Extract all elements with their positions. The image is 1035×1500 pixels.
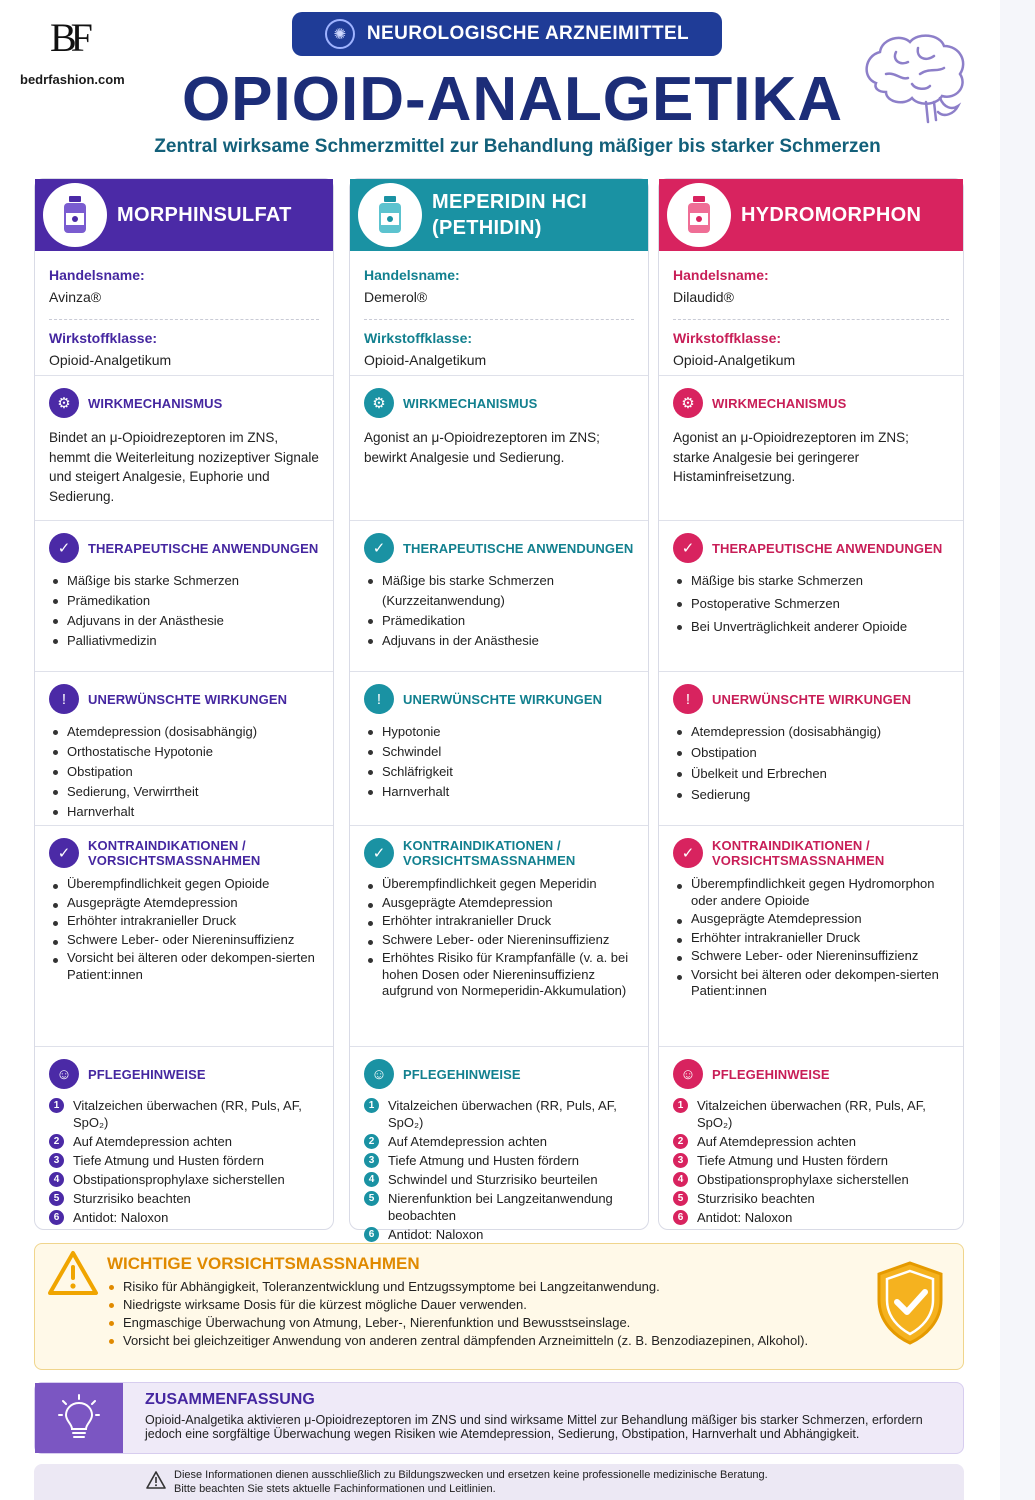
nursing-title: PFLEGEHINWEISE xyxy=(88,1066,206,1082)
list-item: Bei Unverträglichkeit anderer Opioide xyxy=(673,617,949,637)
drug-name: MORPHINSULFAT xyxy=(117,204,292,226)
uses-section xyxy=(35,520,333,671)
drug-info-section xyxy=(35,251,333,375)
nursing-title: PFLEGEHINWEISE xyxy=(403,1066,521,1082)
page-title: OPIOID-ANALGETIKA xyxy=(181,65,844,134)
brain-icon: ✺ xyxy=(325,19,355,49)
list-item: Adjuvans in der Anästhesie xyxy=(364,631,634,651)
list-item: Schwindel xyxy=(364,742,634,762)
drug-card-hydromorphon xyxy=(658,178,964,1230)
list-item: Harnverhalt xyxy=(49,802,319,822)
logo-url: bedrfashion.com xyxy=(20,72,125,87)
uses-list xyxy=(364,571,634,651)
gear-icon: ⚙ xyxy=(364,388,394,418)
list-item: Sedierung xyxy=(673,785,949,805)
nurse-icon: ☺ xyxy=(673,1059,703,1089)
drug-name: HYDROMORPHON xyxy=(741,204,922,226)
list-item: 6 Antidot: Naloxon xyxy=(49,1209,319,1226)
gear-icon: ⚙ xyxy=(49,388,79,418)
list-item: 5 Sturzrisiko beachten xyxy=(49,1190,319,1207)
list-item: Erhöhter intrakranieller Druck xyxy=(364,913,634,930)
nursing-title: PFLEGEHINWEISE xyxy=(712,1066,830,1082)
list-item: Engmaschige Überwachung von Atmung, Leber-, Nierenfunktion und Bewusstseinslage. xyxy=(107,1314,877,1332)
list-item: Risiko für Abhängigkeit, Toleranzentwicklung und Entzugssymptome bei Langzeitanwendung. xyxy=(107,1278,877,1296)
uses-list xyxy=(673,571,949,637)
logo-mark: BF xyxy=(50,15,87,60)
drug-card-morphinsulfat xyxy=(34,178,334,1230)
list-item: Überempfindlichkeit gegen Opioide xyxy=(49,876,319,893)
uses-title: THERAPEUTISCHE ANWENDUNGEN xyxy=(88,540,319,556)
uses-title: THERAPEUTISCHE ANWENDUNGEN xyxy=(712,540,943,556)
adverse-title: UNERWÜNSCHTE WIRKUNGEN xyxy=(88,691,288,707)
nurse-icon: ☺ xyxy=(49,1059,79,1089)
page-subtitle: Zentral wirksame Schmerzmittel zur Behandlung mäßiger bis starker Schmerzen xyxy=(154,136,881,157)
list-item: Schwere Leber- oder Niereninsuffizienz xyxy=(49,932,319,949)
adverse-title: UNERWÜNSCHTE WIRKUNGEN xyxy=(403,691,603,707)
trade-name-value: Dilaudid® xyxy=(673,289,734,305)
vial-icon xyxy=(667,183,731,247)
mechanism-text: Agonist an μ-Opioidrezeptoren im ZNS; bewirkt Analgesie und Sedierung. xyxy=(364,430,600,465)
warning-icon: ! xyxy=(49,684,79,714)
summary-title: ZUSAMMENFASSUNG xyxy=(145,1391,315,1408)
drug-name: MEPERIDIN HCI (PETHIDIN) xyxy=(432,191,588,239)
warning-icon: ! xyxy=(364,684,394,714)
list-item: 4 Obstipationsprophylaxe sicherstellen xyxy=(673,1171,949,1188)
list-item: Übelkeit und Erbrechen xyxy=(673,764,949,784)
check-circle-icon: ✓ xyxy=(49,533,79,563)
list-item: 5 Sturzrisiko beachten xyxy=(673,1190,949,1207)
vial-icon xyxy=(358,183,422,247)
list-item: 5 Nierenfunktion bei Langzeitanwendung beobachten xyxy=(364,1190,634,1224)
warning-box xyxy=(34,1243,964,1370)
list-item: Sedierung, Verwirrtheit xyxy=(49,782,319,802)
list-item: Mäßige bis starke Schmerzen (Kurzzeitanwendung) xyxy=(364,571,634,611)
nursing-section xyxy=(35,1046,333,1231)
adverse-section xyxy=(350,671,648,825)
disclaimer-box xyxy=(34,1464,964,1500)
list-item: 6 Antidot: Naloxon xyxy=(673,1209,949,1226)
trade-name-label: Handelsname: xyxy=(673,267,769,283)
adverse-section xyxy=(659,671,963,825)
list-item: 2 Auf Atemdepression achten xyxy=(673,1133,949,1150)
adverse-list xyxy=(673,722,949,805)
list-item: Atemdepression (dosisabhängig) xyxy=(673,722,949,742)
list-item: Vorsicht bei gleichzeitiger Anwendung von anderen zentral dämpfenden Arzneimitteln (z. B. Benzodiazepinen, Alkohol). xyxy=(107,1332,877,1350)
check-circle-icon: ✓ xyxy=(673,533,703,563)
list-item: Adjuvans in der Anästhesie xyxy=(49,611,319,631)
list-item: 2 Auf Atemdepression achten xyxy=(49,1133,319,1150)
list-item: Mäßige bis starke Schmerzen xyxy=(673,571,949,591)
category-label: NEUROLOGISCHE ARZNEIMITTEL xyxy=(366,23,690,44)
contra-title: KONTRAINDIKATIONEN / VORSICHTSMASSNAHMEN xyxy=(88,838,261,868)
list-item: 6 Antidot: Naloxon xyxy=(364,1226,634,1243)
nursing-list xyxy=(673,1097,949,1226)
drug-card-meperidin xyxy=(349,178,649,1242)
list-item: Obstipation xyxy=(673,743,949,763)
list-item: Vorsicht bei älteren oder dekompen-sierten Patient:innen xyxy=(49,950,319,983)
trade-name-value: Demerol® xyxy=(364,289,428,305)
list-item: 3 Tiefe Atmung und Husten fördern xyxy=(673,1152,949,1169)
uses-title: THERAPEUTISCHE ANWENDUNGEN xyxy=(403,540,634,556)
list-item: 3 Tiefe Atmung und Husten fördern xyxy=(49,1152,319,1169)
drug-card-header xyxy=(350,179,648,251)
mechanism-text: Bindet an μ-Opioidrezeptoren im ZNS, hemmt die Weiterleitung nozizeptiver Signale und steigert Analgesie, Euphorie und Sedierung. xyxy=(49,430,319,504)
class-value: Opioid-Analgetikum xyxy=(49,352,172,368)
list-item: 4 Obstipationsprophylaxe sicherstellen xyxy=(49,1171,319,1188)
list-item: Postoperative Schmerzen xyxy=(673,594,949,614)
list-item: 3 Tiefe Atmung und Husten fördern xyxy=(364,1152,634,1169)
shield-icon: ✓ xyxy=(49,838,79,868)
list-item: 1 Vitalzeichen überwachen (RR, Puls, AF, SpO₂) xyxy=(364,1097,634,1131)
class-label: Wirkstoffklasse: xyxy=(364,330,473,346)
list-item: Ausgeprägte Atemdepression xyxy=(49,895,319,912)
drug-info-section xyxy=(659,251,963,375)
list-item: Harnverhalt xyxy=(364,782,634,802)
uses-list xyxy=(49,571,319,651)
list-item: Überempfindlichkeit gegen Hydromorphon oder andere Opioide xyxy=(673,876,949,909)
list-item: Vorsicht bei älteren oder dekompen-sierten Patient:innen xyxy=(673,967,949,1000)
brain-icon xyxy=(856,28,976,128)
list-item: Ausgeprägte Atemdepression xyxy=(364,895,634,912)
list-item: Prämedikation xyxy=(49,591,319,611)
shield-check-icon xyxy=(875,1260,945,1346)
mechanism-title: WIRKMECHANISMUS xyxy=(403,395,538,411)
mechanism-title: WIRKMECHANISMUS xyxy=(88,395,223,411)
trade-name-value: Avinza® xyxy=(49,289,102,305)
contra-list xyxy=(673,876,949,1000)
warning-title: WICHTIGE VORSICHTSMASSNAHMEN xyxy=(107,1254,420,1273)
nursing-section xyxy=(350,1046,648,1242)
summary-text: Opioid-Analgetika aktivieren μ-Opioidrezeptoren im ZNS und sind wirksame Mittel zur Behandlung mäßiger bis starker Schmerzen, erfordern jedoch eine sorgfältige Überwachung wegen Risiken wie Atemdepression, Sedierung, Obstipation, Harnverhalt und Abhängigkeit. xyxy=(145,1413,923,1441)
list-item: Schwere Leber- oder Niereninsuffizienz xyxy=(364,932,634,949)
adverse-list xyxy=(364,722,634,802)
list-item: Ausgeprägte Atemdepression xyxy=(673,911,949,928)
mechanism-section xyxy=(350,375,648,520)
mechanism-title: WIRKMECHANISMUS xyxy=(712,395,847,411)
list-item: Prämedikation xyxy=(364,611,634,631)
trade-name-label: Handelsname: xyxy=(364,267,460,283)
list-item: Atemdepression (dosisabhängig) xyxy=(49,722,319,742)
contraindications-section xyxy=(350,825,648,1046)
category-badge xyxy=(292,12,722,56)
list-item: Schläfrigkeit xyxy=(364,762,634,782)
warning-icon xyxy=(146,1471,166,1489)
class-label: Wirkstoffklasse: xyxy=(49,330,158,346)
contraindications-section xyxy=(659,825,963,1046)
class-label: Wirkstoffklasse: xyxy=(673,330,782,346)
list-item: Mäßige bis starke Schmerzen xyxy=(49,571,319,591)
nurse-icon: ☺ xyxy=(364,1059,394,1089)
adverse-section xyxy=(35,671,333,825)
list-item: Überempfindlichkeit gegen Meperidin xyxy=(364,876,634,893)
trade-name-label: Handelsname: xyxy=(49,267,145,283)
warning-icon: ! xyxy=(673,684,703,714)
shield-icon: ✓ xyxy=(673,838,703,868)
mechanism-section xyxy=(35,375,333,520)
vial-icon xyxy=(43,183,107,247)
list-item: Obstipation xyxy=(49,762,319,782)
contra-list xyxy=(364,876,634,1000)
drug-card-header xyxy=(35,179,333,251)
list-item: Orthostatische Hypotonie xyxy=(49,742,319,762)
mechanism-text: Agonist an μ-Opioidrezeptoren im ZNS; starke Analgesie bei geringerer Histaminfreisetzung. xyxy=(673,430,909,484)
list-item: 2 Auf Atemdepression achten xyxy=(364,1133,634,1150)
list-item: 4 Schwindel und Sturzrisiko beurteilen xyxy=(364,1171,634,1188)
warning-icon xyxy=(47,1250,99,1296)
uses-section xyxy=(659,520,963,671)
list-item: Schwere Leber- oder Niereninsuffizienz xyxy=(673,948,949,965)
mechanism-section xyxy=(659,375,963,520)
lightbulb-icon xyxy=(35,1383,123,1453)
class-value: Opioid-Analgetikum xyxy=(364,352,487,368)
warning-list xyxy=(107,1278,877,1350)
drug-info-section xyxy=(350,251,648,375)
nursing-section xyxy=(659,1046,963,1231)
adverse-title: UNERWÜNSCHTE WIRKUNGEN xyxy=(712,691,912,707)
adverse-list xyxy=(49,722,319,822)
list-item: Palliativmedizin xyxy=(49,631,319,651)
list-item: Hypotonie xyxy=(364,722,634,742)
contra-title: KONTRAINDIKATIONEN / VORSICHTSMASSNAHMEN xyxy=(712,838,885,868)
nursing-list xyxy=(364,1097,634,1243)
contra-list xyxy=(49,876,319,983)
uses-section xyxy=(350,520,648,671)
list-item: Erhöhtes Risiko für Krampfanfälle (v. a. bei hohen Dosen oder Niereninsuffizienz aufgrund von Normeperidin-Akkumulation) xyxy=(364,950,634,1000)
class-value: Opioid-Analgetikum xyxy=(673,352,796,368)
disclaimer-text: Diese Informationen dienen ausschließlich zu Bildungszwecken und ersetzen keine professionelle medizinische Beratung. Bitte beachten Sie stets aktuelle Fachinformationen und Leitlinien. xyxy=(174,1469,768,1495)
gear-icon: ⚙ xyxy=(673,388,703,418)
drug-card-header xyxy=(659,179,963,251)
summary-box xyxy=(34,1382,964,1454)
list-item: 1 Vitalzeichen überwachen (RR, Puls, AF, SpO₂) xyxy=(673,1097,949,1131)
list-item: Erhöhter intrakranieller Druck xyxy=(49,913,319,930)
shield-icon: ✓ xyxy=(364,838,394,868)
contraindications-section xyxy=(35,825,333,1046)
check-circle-icon: ✓ xyxy=(364,533,394,563)
list-item: Niedrigste wirksame Dosis für die kürzest mögliche Dauer verwenden. xyxy=(107,1296,877,1314)
nursing-list xyxy=(49,1097,319,1226)
list-item: Erhöhter intrakranieller Druck xyxy=(673,930,949,947)
contra-title: KONTRAINDIKATIONEN / VORSICHTSMASSNAHMEN xyxy=(403,838,576,868)
list-item: 1 Vitalzeichen überwachen (RR, Puls, AF, SpO₂) xyxy=(49,1097,319,1131)
